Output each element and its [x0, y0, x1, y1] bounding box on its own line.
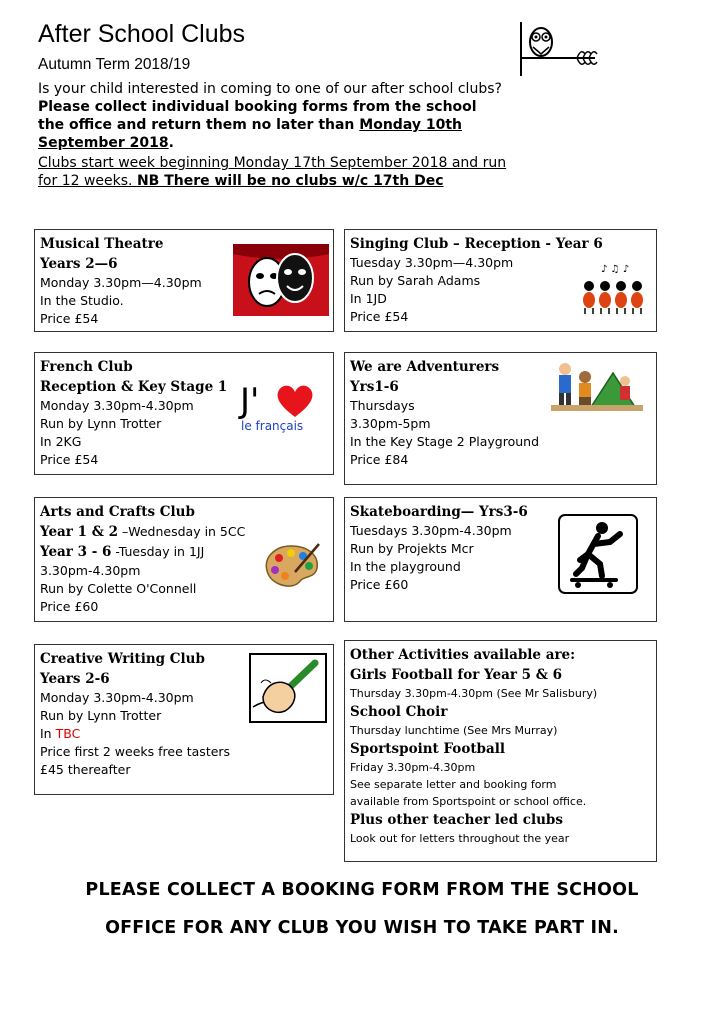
club-singing [344, 229, 657, 332]
club-group-1-detail: –Wednesday in 5CC [118, 524, 246, 539]
club-time: Monday 3.30pm-4.30pm [40, 398, 194, 413]
club-adventurers [344, 352, 657, 485]
club-price: Price £60 [40, 599, 99, 614]
footer-line-2: OFFICE FOR ANY CLUB YOU WISH TO TAKE PART IN. [105, 918, 619, 938]
club-price-after: £45 thereafter [40, 762, 131, 777]
intro-line-4 [38, 134, 174, 152]
club-leader: Run by Lynn Trotter [40, 416, 162, 431]
footer-line-1: PLEASE COLLECT A BOOKING FORM FROM THE SCHOOL [85, 880, 639, 900]
svg-text:♪ ♫ ♪: ♪ ♫ ♪ [601, 264, 630, 275]
club-skateboarding [344, 497, 657, 622]
heart-icon [275, 383, 315, 419]
club-time: 3.30pm-4.30pm [40, 563, 141, 578]
page-title: After School Clubs [38, 20, 246, 48]
club-title: Singing Club – Reception - Year 6 [350, 236, 603, 252]
intro-line-3 [38, 116, 462, 134]
activity-detail: Thursday 3.30pm-4.30pm (See Mr Salisbury) [350, 687, 598, 700]
club-price: Price £54 [40, 452, 99, 467]
activity-detail: Thursday lunchtime (See Mrs Murray) [350, 724, 558, 737]
club-group-1 [40, 522, 328, 542]
other-title: Other Activities available are: [350, 647, 576, 663]
club-days: Thursdays [350, 398, 415, 413]
activity-detail: Friday 3.30pm-4.30pm [350, 761, 476, 774]
skateboarder-icon [558, 514, 638, 594]
club-years: Year 1 & 2 [40, 524, 118, 540]
club-price: Price £60 [350, 577, 409, 592]
club-leader: Run by Colette O'Connell [40, 581, 197, 596]
club-location: In 2KG [40, 434, 82, 449]
club-years: Yrs1-6 [350, 379, 399, 395]
club-price: Price £54 [350, 309, 409, 324]
singing-figures-icon [581, 260, 647, 316]
club-location: In the Key Stage 2 Playground [350, 434, 540, 449]
intro-line-1: Is your child interested in coming to one of our after school clubs? [38, 81, 502, 97]
adventurers-icon [551, 359, 643, 413]
club-group-2-detail: -Tuesday in 1JJ [111, 544, 205, 559]
club-musical-theatre [34, 229, 334, 332]
french-logo-letter: J' [240, 381, 260, 421]
club-years: Years 2—6 [40, 256, 118, 272]
activity-detail: Look out for letters throughout the year [350, 832, 570, 845]
club-location: In the playground [350, 559, 461, 574]
deadline-date: Monday 10th [359, 117, 462, 133]
club-creative-writing [34, 644, 334, 795]
theatre-masks-icon [233, 244, 329, 316]
activity-detail: available from Sportspoint or school office. [350, 795, 587, 808]
club-location-label: In [40, 726, 56, 741]
activity-sportspoint-football: Sportspoint Football [350, 741, 505, 757]
club-price: Price first 2 weeks free tasters [40, 744, 231, 759]
club-title: French Club [40, 359, 133, 375]
club-location-tbc: TBC [55, 726, 81, 741]
club-leader: Run by Projekts Mcr [350, 541, 474, 556]
club-time: Tuesdays 3.30pm-4.30pm [350, 523, 512, 538]
activity-teacher-led: Plus other teacher led clubs [350, 812, 563, 828]
paint-palette-icon [261, 542, 321, 590]
club-leader: Run by Sarah Adams [350, 273, 481, 288]
intro-line-5: Clubs start week beginning Monday 17th September 2018 and run [38, 155, 507, 171]
club-title: Skateboarding— Yrs3-6 [350, 504, 528, 520]
club-title: Creative Writing Club [40, 651, 205, 667]
club-years: Year 3 - 6 [40, 544, 112, 560]
club-leader: Run by Lynn Trotter [40, 708, 162, 723]
club-location: In 1JD [350, 291, 387, 306]
deadline-month: September 2018 [38, 135, 169, 151]
intro-line-6-text: for 12 weeks. [38, 173, 137, 189]
club-years: Years 2-6 [40, 671, 110, 687]
intro-line-2: Please collect individual booking forms from the school [38, 99, 477, 115]
intro-line-6 [38, 172, 444, 190]
activity-girls-football: Girls Football for Year 5 & 6 [350, 667, 563, 683]
club-price: Price £54 [40, 311, 99, 326]
nb-notice: NB There will be no clubs w/c 17th Dec [136, 173, 444, 189]
club-title: Musical Theatre [40, 236, 164, 252]
intro-line-3-text: the office and return them no later than [38, 117, 360, 133]
club-title: We are Adventurers [350, 359, 500, 375]
club-time: Monday 3.30pm—4.30pm [40, 275, 202, 290]
club-location [40, 725, 328, 743]
club-location: In the Studio. [40, 293, 124, 308]
writing-hand-icon [249, 653, 327, 723]
deadline-dot: . [168, 135, 174, 151]
club-price: Price £84 [350, 452, 409, 467]
club-arts-crafts [34, 497, 334, 622]
club-years: Reception & Key Stage 1 [40, 379, 228, 395]
owl-icon [515, 18, 605, 80]
club-time: 3.30pm-5pm [350, 416, 431, 431]
activity-detail: See separate letter and booking form [350, 778, 557, 791]
club-title: Arts and Crafts Club [40, 504, 195, 520]
term-subtitle: Autumn Term 2018/19 [38, 56, 191, 73]
other-activities [344, 640, 657, 862]
activity-school-choir: School Choir [350, 704, 448, 720]
club-french [34, 352, 334, 475]
french-logo-text: le français [241, 419, 304, 433]
club-time: Monday 3.30pm-4.30pm [40, 690, 194, 705]
club-time: Tuesday 3.30pm—4.30pm [350, 255, 514, 270]
